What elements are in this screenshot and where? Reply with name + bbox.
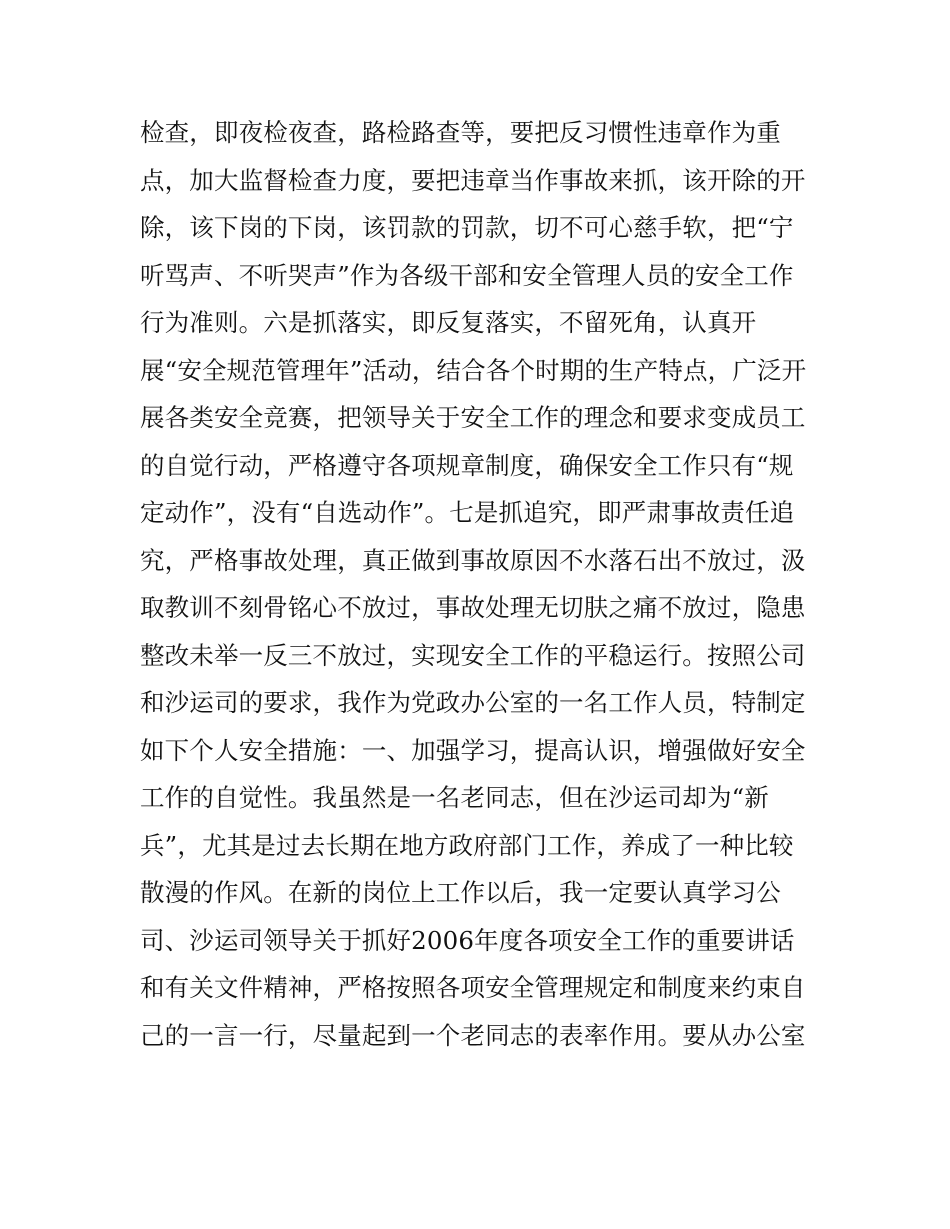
text-line: 和沙运司的要求，我作为党政办公室的一名工作人员，特制定 [140, 688, 806, 717]
text-line: 定动作”，没有“自选动作”。七是抓追究，即严肃事故责任追 [140, 498, 795, 527]
text-line: 司、沙运司领导关于抓好2006年度各项安全工作的重要讲话 [140, 925, 795, 955]
text-line: 听骂声、不听哭声”作为各级干部和安全管理人员的安全工作 [140, 260, 794, 290]
text-line: 究，严格事故处理，真正做到事故原因不水落石出不放过，汲 [140, 545, 806, 575]
text-line: 展各类安全竞赛，把领导关于安全工作的理念和要求变成员工 [140, 403, 806, 432]
text-line: 点，加大监督检查力度，要把违章当作事故来抓，该开除的开 [140, 165, 806, 195]
text-line: 散漫的作风。在新的岗位上工作以后，我一定要认真学习公 [140, 878, 781, 907]
body-text [140, 109, 820, 1059]
text-line: 的自觉行动，严格遵守各项规章制度，确保安全工作只有“规 [140, 450, 794, 480]
text-line: 整改未举一反三不放过，实现安全工作的平稳运行。按照公司 [140, 640, 806, 670]
text-line: 己的一言一行，尽量起到一个老同志的表率作用。要从办公室 [140, 1020, 806, 1050]
text-line: 取教训不刻骨铭心不放过，事故处理无切肤之痛不放过，隐患 [140, 593, 806, 622]
text-line: 如下个人安全措施：一、加强学习，提高认识，增强做好安全 [140, 735, 806, 765]
text-line: 和有关文件精神，严格按照各项安全管理规定和制度来约束自 [140, 973, 806, 1002]
text-line: 工作的自觉性。我虽然是一名老同志，但在沙运司却为“新 [140, 783, 769, 812]
text-line: 行为准则。六是抓落实，即反复落实，不留死角，认真开 [140, 308, 757, 337]
text-line: 检查，即夜检夜查，路检路查等，要把反习惯性违章作为重 [140, 118, 781, 147]
text-line: 除，该下岗的下岗，该罚款的罚款，切不可心慈手软，把“宁 [140, 213, 794, 242]
text-line: 兵”，尤其是过去长期在地方政府部门工作，养成了一种比较 [140, 830, 794, 860]
text-line: 展“安全规范管理年”活动，结合各个时期的生产特点，广泛开 [140, 355, 807, 385]
